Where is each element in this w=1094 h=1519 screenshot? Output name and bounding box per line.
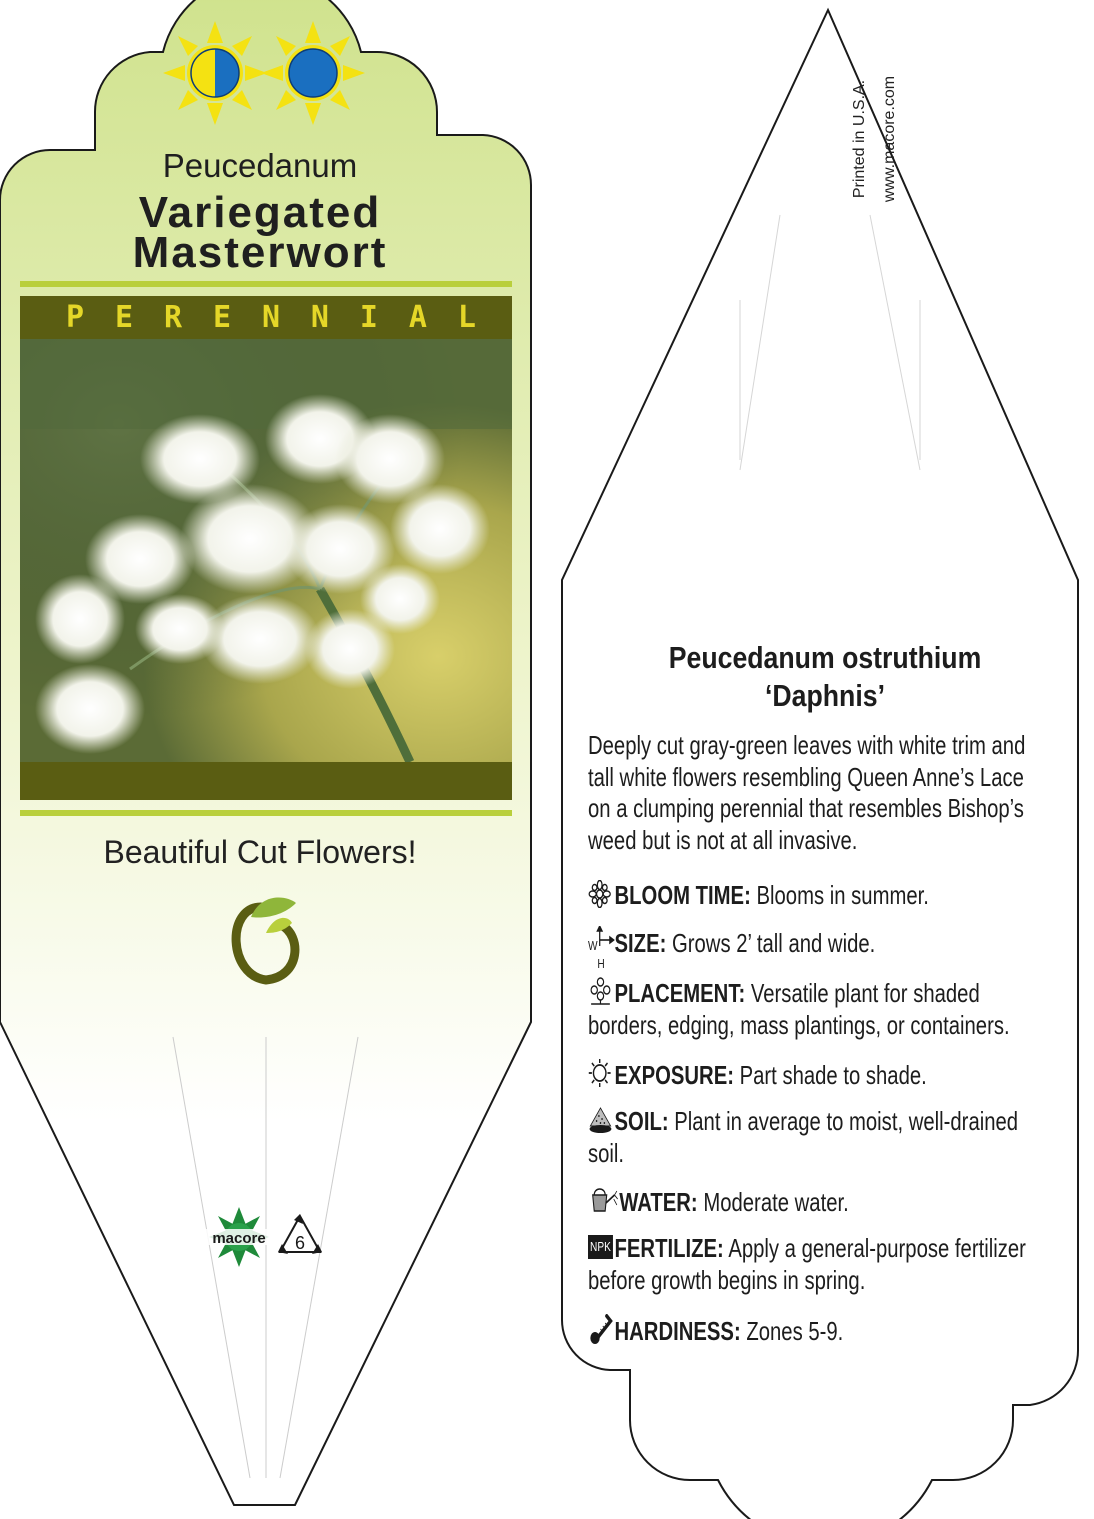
category-letter: N [310,300,329,335]
plants-icon [588,976,615,1002]
common-name-line2: Masterwort [132,228,388,277]
shade-sun-icon [261,21,365,125]
size-icon-h: H [597,956,605,971]
attr-value: Grows 2’ tall and wide. [671,928,876,958]
npk-icon [588,1235,615,1261]
attr-label: EXPOSURE: [614,1060,734,1090]
category-letter: P [66,300,85,335]
plant-photo [20,339,512,762]
part-shade-sun-icon [163,21,267,125]
attr-hardiness [588,1314,1056,1348]
watering-can-icon [588,1185,619,1211]
botanical-name: Peucedanum ostruthium [668,640,982,675]
attr-bloom-time [588,880,1056,912]
attr-water [588,1185,1056,1219]
attr-label: FERTILIZE: [614,1233,724,1263]
cultivar-name: ‘Daphnis’ [765,678,885,713]
description-line: Deeply cut gray-green leaves with white trim and [588,730,1026,760]
category-letter: A [408,300,427,335]
soil-icon [588,1104,615,1130]
printed-in: Printed in U.S.A. [851,79,868,199]
thermometer-icon [588,1314,615,1340]
description-line: on a clumping perennial that resembles Bishop’s [588,793,1024,823]
category-letter: E [212,300,232,335]
attr-label: BLOOM TIME: [614,880,751,910]
attr-label: PLACEMENT: [614,978,746,1008]
attr-value: Blooms in summer. [756,880,929,910]
attr-value-continued: borders, edging, mass plantings, or containers. [588,1009,1010,1040]
attr-label: SIZE: [614,928,667,958]
attr-value: Zones 5-9. [746,1316,844,1346]
category-letter: E [114,300,134,335]
attr-value: Plant in average to moist, well-drained [674,1106,1019,1136]
flower-icon [588,880,615,906]
photo-bottom-band [20,762,512,800]
attr-value: Moderate water. [703,1187,849,1217]
size-icon-w: W [588,938,598,953]
category-letter: I [359,300,378,335]
attr-value: Part shade to shade. [739,1060,927,1090]
category-band [20,296,512,339]
attr-placement [588,976,1056,1041]
macore-logo-text: macore [212,1230,266,1247]
size-icon [588,930,615,971]
attr-label: SOIL: [614,1106,669,1136]
genus-name: Peucedanum [162,147,358,184]
attr-fertilize [588,1233,1056,1296]
description [588,730,1056,856]
website: www.macore.com [881,75,898,203]
description-line: weed but is not at all invasive. [588,824,858,855]
attr-label: HARDINESS: [614,1316,741,1346]
recycle-code: 6 [294,1233,306,1253]
attr-size [588,928,1056,971]
attr-value: Versatile plant for shaded [750,978,980,1008]
attr-exposure [588,1058,1056,1092]
tagline: Beautiful Cut Flowers! [103,834,417,870]
category-letter: R [163,300,183,335]
category-letter: L [457,300,476,335]
description-line: tall white flowers resembling Queen Anne’s Lace [588,761,1024,792]
attr-soil [588,1104,1056,1169]
common-name-line1: Variegated [138,188,382,237]
attr-value-continued: soil. [588,1137,625,1168]
attr-value-continued: before growth begins in spring. [588,1264,866,1295]
attr-value: Apply a general-purpose fertilizer [728,1233,1026,1263]
npk-icon-text: NPK [588,1235,613,1259]
sun-outline-icon [588,1058,615,1084]
category-letter: N [261,300,280,335]
attr-label: WATER: [619,1187,698,1217]
